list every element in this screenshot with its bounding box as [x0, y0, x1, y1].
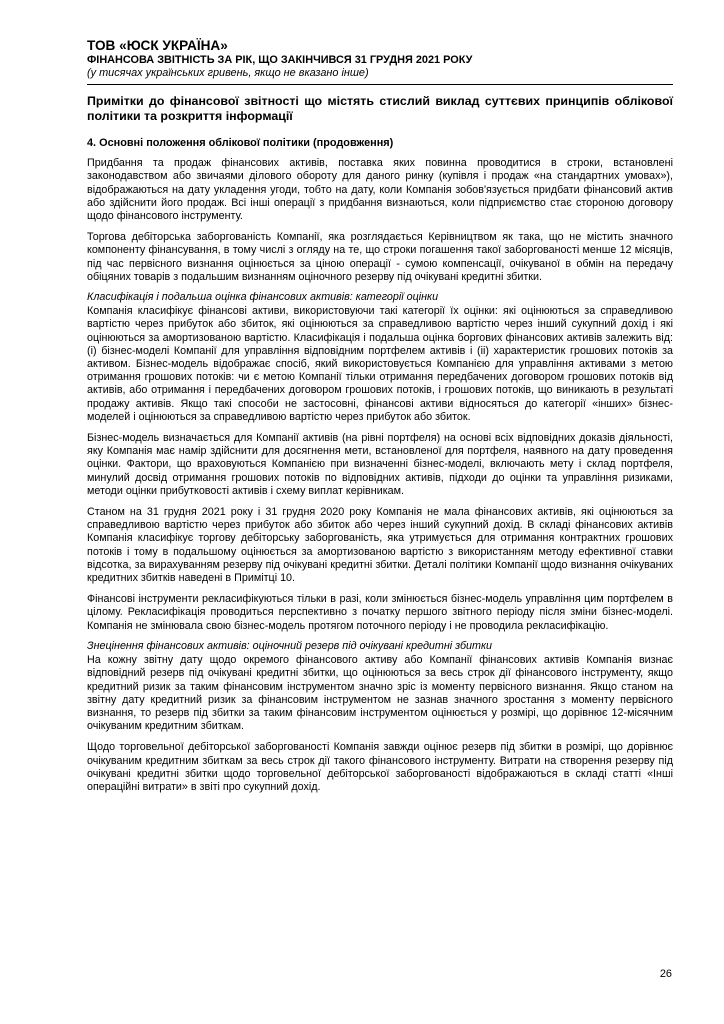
paragraph-trade-date: Придбання та продаж фінансових активів, поставка яких повинна проводитися в строки, встановлені законодавством або звичаями ділового обороту для даного ринку (купівля і продаж «на стандартних умовах»), відображаються на дату укладення угоди, тобто на дату, коли Компанія зобов'язується придбати фінансовий актив або здійснити його продаж. Всі інші операції з придбання визнаються, коли підприємство стає стороною договору щодо фінансового інструменту. [87, 157, 673, 222]
paragraph-receivables-allowance: Щодо торговельної дебіторської заборгованості Компанія завжди оцінює резерв під збитки в розмірі, що дорівнює очікуваним кредитним збиткам за весь строк дії такого фінансового інструменту. Витрати на створення резерву під очікувані кредитні збитки щодо торговельної дебіторської заборгованості відображаються в складі статті «Інші операційні витрати» в звіті про сукупний дохід. [87, 741, 673, 793]
document-page [87, 38, 673, 794]
paragraph-classification: Компанія класифікує фінансові активи, використовуючи такі категорії їх оцінки: які оцінюються за справедливою вартістю через прибуток або збиток, які оцінюються за справедливою вартістю через інший сукупний дохід і які оцінюються за амортизованою вартістю. Класифікація і подальша оцінка боргових фінансових активів залежить від: (i) бізнес-моделі Компанії для управління відповідним портфелем активів і (ii) характеристик грошових потоків за активом. Бізнес-модель відображає спосіб, який використовується Компанією для управління активами з метою отримання грошових потоків: чи є метою Компанії тільки отримання передбачених договором грошових потоків від активів, або отримання і передбачених договором грошових потоків, і грошових потоків, що виникають в результаті продажу активів. Якщо такі способи не застосовні, фінансові активи відносяться до категорії «інших» бізнес-моделей і оцінюються за справедливою вартістю через прибуток або збиток. [87, 305, 673, 423]
paragraph-reclassification: Фінансові інструменти рекласифікуються тільки в разі, коли змінюється бізнес-модель управління цим портфелем в цілому. Рекласифікація проводиться перспективно з початку першого звітного періоду після зміни бізнес-моделі. Компанія не змінювала свою бізнес-модель протягом поточного періоду і не проводила рекласифікацію. [87, 593, 673, 632]
header-divider [87, 84, 673, 85]
paragraph-impairment: На кожну звітну дату щодо окремого фінансового активу або Компанії фінансових активів Компанія визнає відповідний резерв під очікувані кредитні збитки, що оцінюються за весь строк дії фінансового інструменту, якщо кредитний ризик за таким фінансовим інструментом значно зріс із моменту первісного визнання. Якщо станом на звітну дату кредитний ризик за фінансовим інструментом не зазнав значного зростання з моменту первісного визнання, то резерв під збитки за таким фінансовим інструментом оцінюється у розмірі, що дорівнює 12-місячним очікуваним кредитним збиткам. [87, 654, 673, 733]
heading-classification: Класифікація і подальша оцінка фінансових активів: категорії оцінки [87, 291, 439, 304]
heading-impairment: Знецінення фінансових активів: оціночний резерв під очікувані кредитні збитки [87, 639, 493, 652]
paragraph-balances: Станом на 31 грудня 2021 року і 31 грудня 2020 року Компанія не мала фінансових активів, які оцінюються за справедливою вартістю через прибуток або збиток або через інший сукупний дохід. В складі фінансових активів Компанія класифікує торгову дебіторську заборгованість, яка утримується для отримання контрактних грошових потоків і тому в подальшому оцінюється за амортизованою вартістю з використанням методу ефективної ставки відсотка, за вирахуванням резерву під очікувані кредитні збитки. Деталі політики Компанії щодо визнання очікуваних кредитних збитків наведені в Примітці 10. [87, 506, 673, 585]
subsection-title: 4. Основні положення облікової політики (продовження) [87, 137, 394, 150]
report-title: ФІНАНСОВА ЗВІТНІСТЬ ЗА РІК, ЩО ЗАКІНЧИВСЯ 31 ГРУДНЯ 2021 РОКУ [87, 54, 473, 66]
paragraph-business-model: Бізнес-модель визначається для Компанії активів (на рівні портфеля) на основі всіх відповідних доказів діяльності, яку Компанія має намір здійснити для досягнення мети, встановленої для портфеля, наявного на дату проведення оцінки. Фактори, що враховуються Компанією при визначенні бізнес-моделі, включають мету і склад портфеля, минулий досвід отримання грошових потоків по відповідних активів, підходи до оцінки та управління ризиками, методи оцінки прибутковості активів і схему виплат керівникам. [87, 432, 673, 497]
currency-note: (у тисячах українських гривень, якщо не вказано інше) [87, 67, 369, 79]
section-title: Примітки до фінансової звітності що містять стислий виклад суттєвих принципів облікової політики та розкриття інформації [87, 94, 673, 123]
company-name: ТОВ «ЮСК УКРАЇНА» [87, 38, 228, 53]
page-number: 26 [659, 968, 672, 980]
paragraph-trade-receivables: Торгова дебіторська заборгованість Компанії, яка розглядається Керівництвом як така, що не містить значного компоненту фінансування, в тому числі з огляду на те, що строки погашення такої заборгованості менше 12 місяців, під час первісного визнання оцінюється за ціною операції - сумою компенсації, очікуваної в обмін на передачу обіцяних товарів з подальшим визнанням оціночного резерву під очікувані кредитні збитки. [87, 231, 673, 283]
